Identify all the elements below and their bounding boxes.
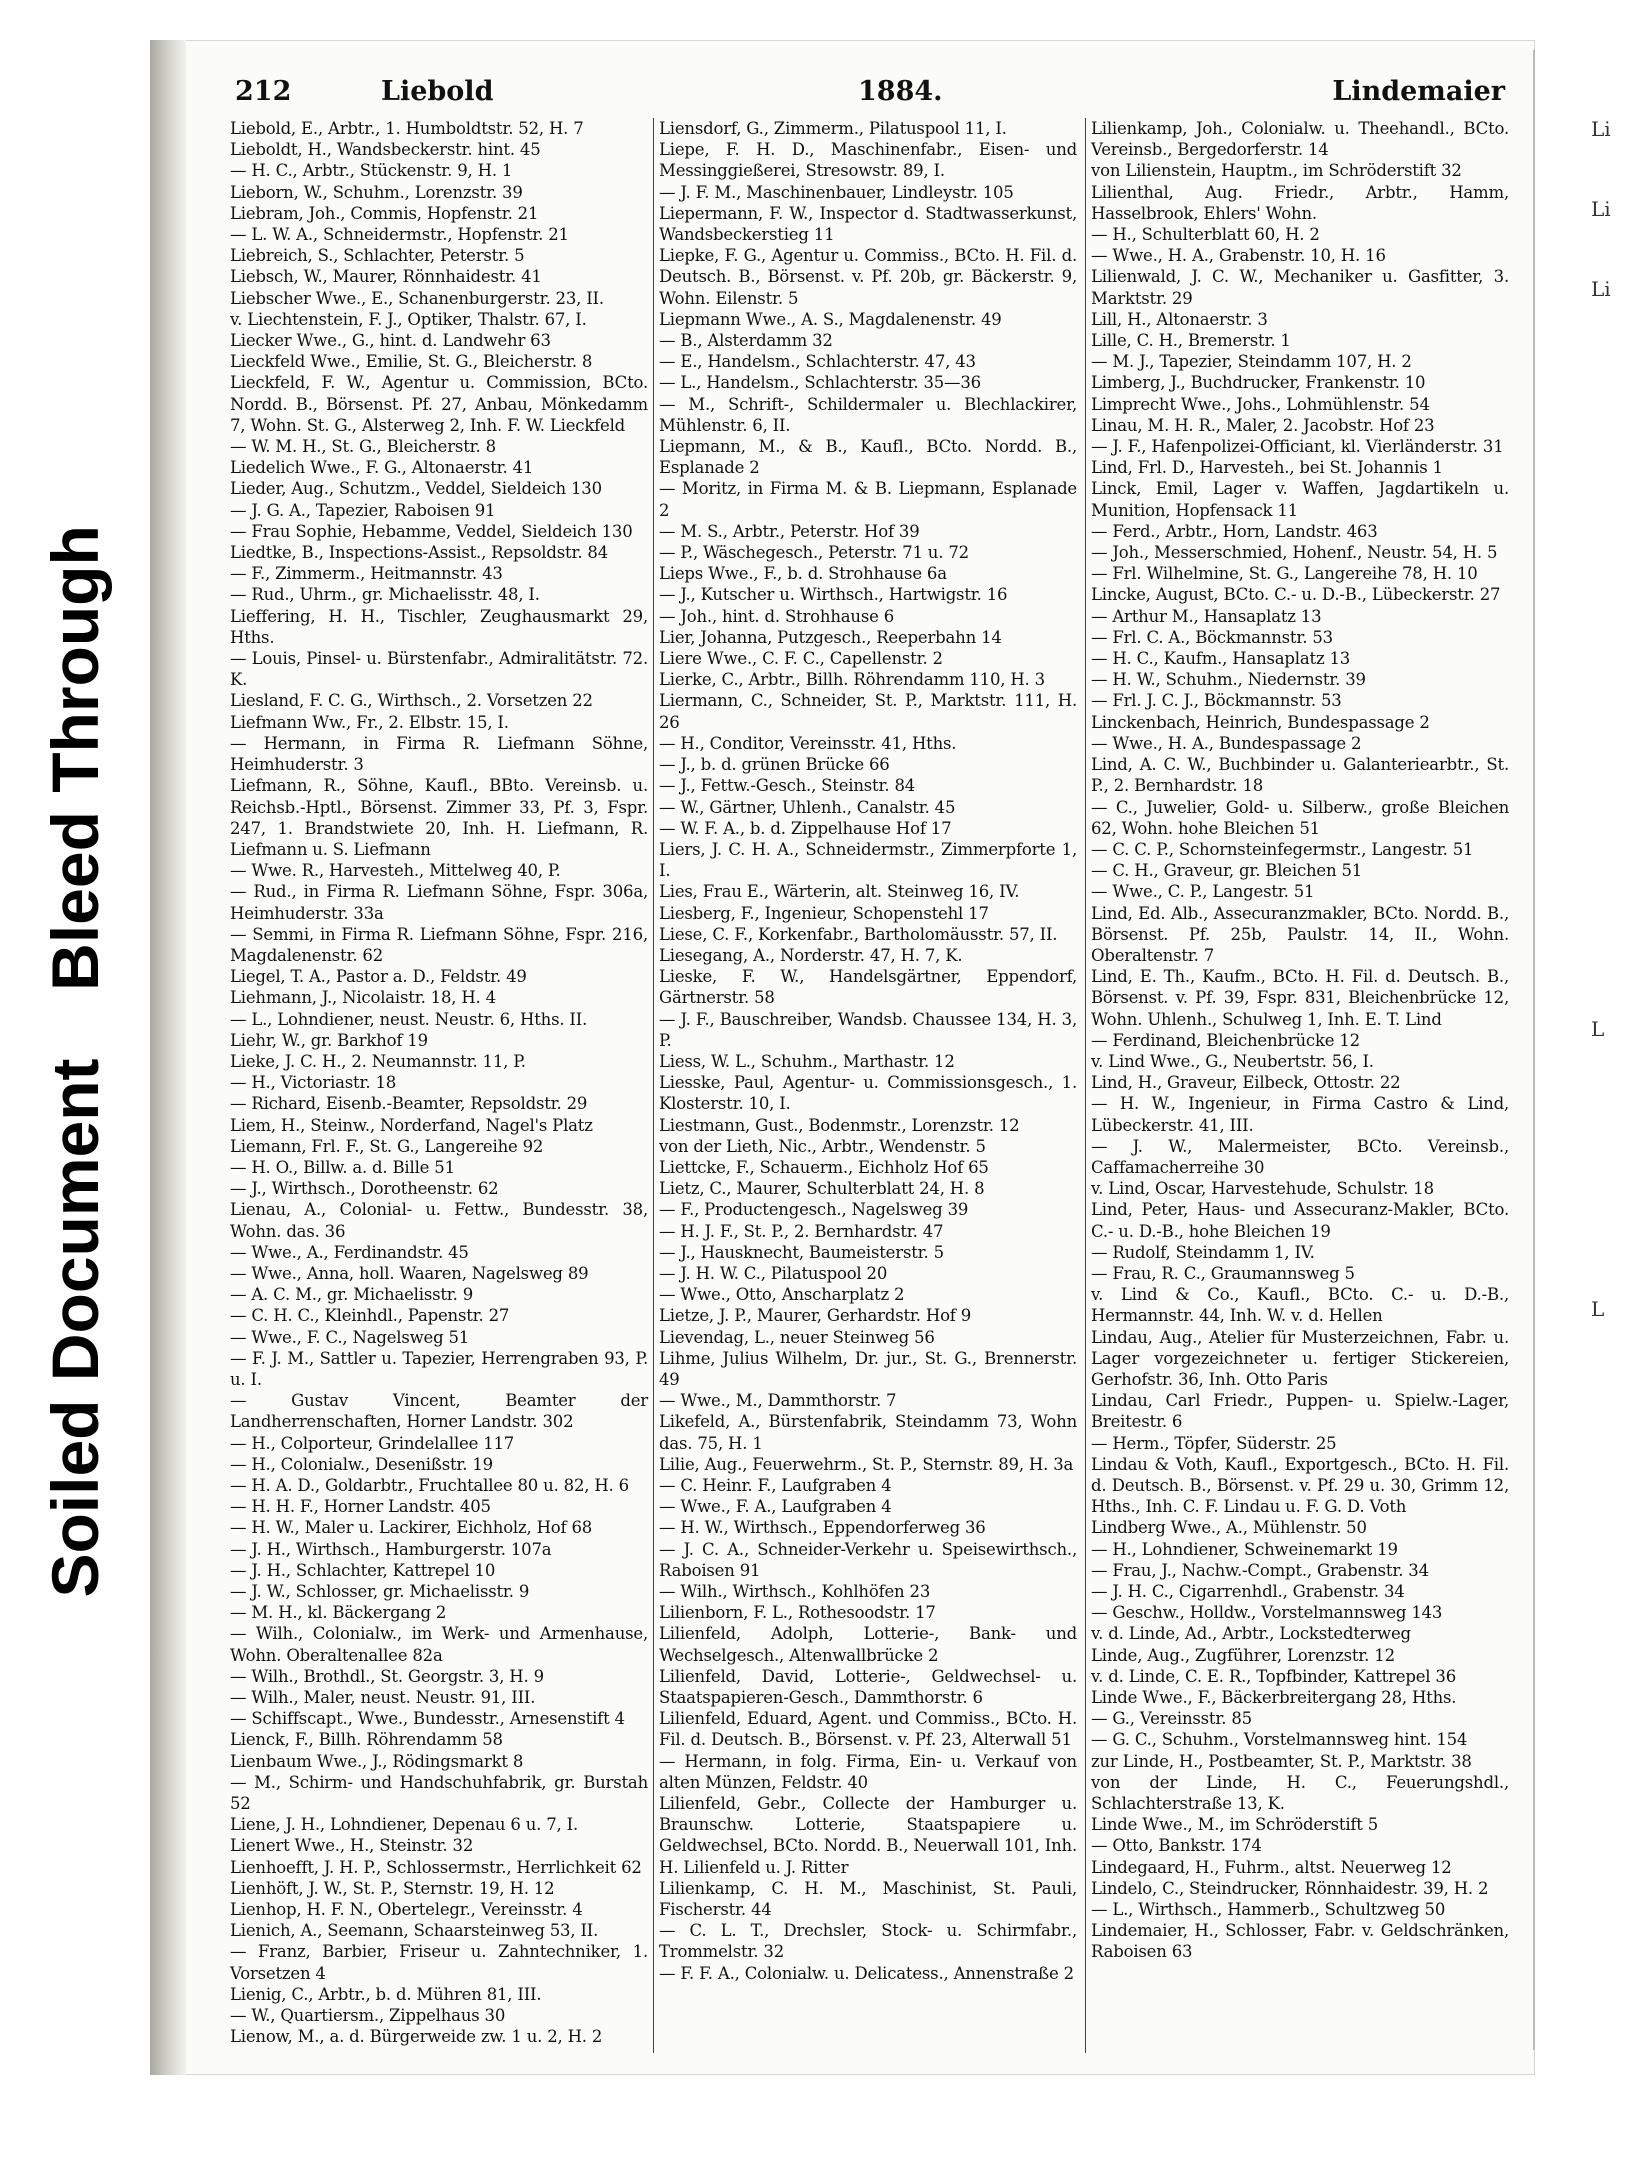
directory-entry: Lilienfeld, David, Lotterie-, Geldwechsel- u. Staatspapieren-Gesch., Dammthorstr. 6 [659, 1666, 1077, 1708]
header-right-keyword: Lindemaier [1332, 76, 1505, 107]
directory-entry: — C., Juwelier, Gold- u. Silberw., große Bleichen 62, Wohn. hohe Bleichen 51 [1091, 797, 1509, 838]
directory-entry: — H., Lohndiener, Schweinemarkt 19 [1091, 1539, 1398, 1559]
directory-entry: — Louis, Pinsel- u. Bürstenfabr., Admiralitätstr. 72. K. [230, 649, 648, 690]
directory-entry: Lilienfeld, Gebr., Collecte der Hamburger u. Braunschw. Lotterie, Staatspapiere u. Geldwechsel, BCto. Nordd. B., Neuerwall 101, Inh. H. Lilienfeld u. J. Ritter [659, 1794, 1077, 1877]
directory-entry: Lindau, Carl Friedr., Puppen- u. Spielw.-Lager, Breitestr. 6 [1091, 1391, 1509, 1432]
directory-entry: — M. S., Arbtr., Peterstr. Hof 39 [659, 521, 920, 541]
directory-entry: Liedelich Wwe., F. G., Altonaerstr. 41 [230, 458, 534, 478]
directory-entry: Linde Wwe., M., im Schröderstift 5 [1091, 1815, 1379, 1835]
directory-entry: Lind, Peter, Haus- und Assecuranz-Makler, BCto. C.- u. D.-B., hohe Bleichen 19 [1091, 1200, 1509, 1241]
directory-entry: — C. Heinr. F., Laufgraben 4 [659, 1476, 892, 1495]
directory-entry: — F. F. A., Colonialw. u. Delicatess., Annenstraße 2 [659, 1963, 1074, 1983]
directory-entry: — J., Hausknecht, Baumeisterstr. 5 [659, 1242, 944, 1262]
directory-entry: Lilienwald, J. C. W., Mechaniker u. Gasfitter, 3. Marktstr. 29 [1091, 267, 1509, 308]
directory-entry: — Geschw., Holldw., Vorstelmannsweg 143 [1091, 1603, 1443, 1623]
directory-entry: — A. C. M., gr. Michaelisstr. 9 [230, 1285, 474, 1305]
directory-entry: — G., Vereinsstr. 85 [1091, 1709, 1252, 1729]
column-divider [1085, 118, 1086, 2053]
directory-entry: Lieder, Aug., Schutzm., Veddel, Sieldeich 130 [230, 479, 602, 499]
directory-entry: — Frl. C. A., Böckmannstr. 53 [1091, 627, 1333, 647]
directory-entry: — J. H. W. C., Pilatuspool 20 [659, 1263, 888, 1283]
directory-entry: Linckenbach, Heinrich, Bundespassage 2 [1091, 712, 1430, 732]
directory-entry: — Wwe., F. A., Laufgraben 4 [659, 1497, 892, 1517]
directory-entry: — H., Colporteur, Grindelallee 117 [230, 1433, 515, 1453]
directory-entry: Lieps Wwe., F., b. d. Strohhause 6a [659, 564, 947, 584]
directory-entry: — J. H., Schlachter, Kattrepel 10 [230, 1560, 496, 1580]
directory-entry: — Wwe., Otto, Anscharplatz 2 [659, 1285, 905, 1305]
header-year: 1884. [858, 76, 943, 107]
directory-entry: Lindemaier, H., Schlosser, Fabr. v. Geldschränken, Raboisen 63 [1091, 1921, 1509, 1962]
directory-entry: Lindegaard, H., Fuhrm., altst. Neuerweg 12 [1091, 1857, 1452, 1877]
directory-entry: — Wwe., A., Ferdinandstr. 45 [230, 1242, 469, 1262]
page-header [235, 76, 1505, 120]
directory-entry: v. Liechtenstein, F. J., Optiker, Thalstr. 67, I. [230, 309, 587, 329]
directory-entry: Lihme, Julius Wilhelm, Dr. jur., St. G., Brennerstr. 49 [659, 1348, 1077, 1389]
directory-entry: Lilienkamp, Joh., Colonialw. u. Theehandl., BCto. Vereinsb., Bergedorferstr. 14 [1091, 119, 1509, 160]
directory-entry: v. Lind & Co., Kaufl., BCto. C.- u. D.-B., Hermannstr. 44, Inh. W. v. d. Hellen [1091, 1285, 1509, 1326]
column-right [1091, 118, 1509, 2053]
directory-entry: — Herm., Töpfer, Süderstr. 25 [1091, 1433, 1337, 1453]
directory-entry: Liermann, C., Schneider, St. P., Marktstr. 111, H. 26 [659, 691, 1077, 732]
column-divider [653, 118, 654, 2053]
directory-entry: — Joh., Messerschmied, Hohenf., Neustr. 54, H. 5 [1091, 543, 1498, 563]
directory-entry: — J., Wirthsch., Dorotheenstr. 62 [230, 1179, 499, 1199]
directory-entry: — H. C., Arbtr., Stückenstr. 9, H. 1 [230, 161, 513, 181]
directory-entry: Lierke, C., Arbtr., Billh. Röhrendamm 110, H. 3 [659, 670, 1045, 690]
directory-entry: Lienig, C., Arbtr., b. d. Mühren 81, III. [230, 1984, 542, 2004]
directory-entry: — Frau, R. C., Graumannsweg 5 [1091, 1263, 1355, 1283]
directory-entry: Linau, M. H. R., Maler, 2. Jacobstr. Hof 23 [1091, 415, 1435, 435]
directory-entry: von der Linde, H. C., Feuerungshdl., Schlachterstraße 13, K. [1091, 1772, 1509, 1814]
directory-entry: v. d. Linde, C. E. R., Topfbinder, Kattrepel 36 [1091, 1666, 1457, 1686]
directory-entry: — J. C. A., Schneider-Verkehr u. Speisewirthsch., Raboisen 91 [659, 1539, 1077, 1580]
directory-entry: Lienhoefft, J. H. P., Schlossermstr., Herrlichkeit 62 [230, 1857, 642, 1877]
directory-entry: — Frl. Wilhelmine, St. G., Langereihe 78, H. 10 [1091, 564, 1478, 584]
directory-entry: — H. H. F., Horner Landstr. 405 [230, 1497, 491, 1517]
directory-entry: v. d. Linde, Ad., Arbtr., Lockstedterweg [1091, 1624, 1411, 1644]
directory-entry: Liettcke, F., Schauerm., Eichholz Hof 65 [659, 1157, 989, 1177]
directory-entry: — C. H., Graveur, gr. Bleichen 51 [1091, 861, 1363, 881]
page-number: 212 [235, 76, 292, 107]
directory-entry: — W., Quartiersm., Zippelhaus 30 [230, 2006, 506, 2026]
directory-entry: von der Lieth, Nic., Arbtr., Wendenstr. 5 [659, 1136, 986, 1156]
directory-page [150, 40, 1611, 2075]
directory-entry: Lienhop, H. F. N., Obertelegr., Vereinsstr. 4 [230, 1900, 583, 1920]
directory-entry: — J. F., Hafenpolizei-Officiant, kl. Vierländerstr. 31 [1091, 437, 1504, 457]
directory-entry: Lieffering, H. H., Tischler, Zeughausmarkt 29, Hths. [230, 606, 648, 647]
directory-entry: von Lilienstein, Hauptm., im Schröderstift 32 [1091, 161, 1462, 181]
directory-entry: — H. W., Schuhm., Niedernstr. 39 [1091, 670, 1366, 690]
directory-entry: Liehr, W., gr. Barkhof 19 [230, 1030, 428, 1050]
directory-entry: Liere Wwe., C. F. C., Capellenstr. 2 [659, 649, 943, 669]
directory-entry: — Rud., Uhrm., gr. Michaelisstr. 48, I. [230, 585, 540, 605]
directory-entry: — L., Wirthsch., Hammerb., Schultzweg 50 [1091, 1900, 1446, 1920]
directory-entry: — H. W., Maler u. Lackirer, Eichholz, Hof 68 [230, 1518, 593, 1538]
directory-entry: — C. H. C., Kleinhdl., Papenstr. 27 [230, 1306, 510, 1326]
directory-entry: — Wwe., M., Dammthorstr. 7 [659, 1391, 897, 1411]
directory-entry: Lind, Frl. D., Harvesteh., bei St. Johannis 1 [1091, 458, 1443, 478]
directory-entry: Linde Wwe., F., Bäckerbreitergang 28, Hths. [1091, 1688, 1457, 1708]
directory-entry: — Wwe., F. C., Nagelsweg 51 [230, 1327, 470, 1347]
directory-entry: Linck, Emil, Lager v. Waffen, Jagdartikeln u. Munition, Hopfensack 11 [1091, 479, 1509, 520]
directory-entry: — W., Gärtner, Uhlenh., Canalstr. 45 [659, 797, 956, 817]
edge-letter: Li [1591, 277, 1611, 301]
directory-entry: Liesberg, F., Ingenieur, Schopenstehl 17 [659, 903, 989, 923]
directory-entry: Lind, E. Th., Kaufm., BCto. H. Fil. d. Deutsch. B., Börsenst. v. Pf. 39, Fspr. 831, Bleichenbrücke 12, Wohn. Uhlenh., Schulweg 1, Inh. E. T. Lind [1091, 967, 1509, 1029]
directory-entry: Lilienthal, Aug. Friedr., Arbtr., Hamm, Hasselbrook, Ehlers' Wohn. [1091, 182, 1509, 223]
directory-entry: — L., Handelsm., Schlachterstr. 35—36 [659, 373, 981, 393]
directory-entry: — H. W., Wirthsch., Eppendorferweg 36 [659, 1518, 986, 1538]
directory-entry: — Ferdinand, Bleichenbrücke 12 [1091, 1030, 1360, 1050]
directory-entry: — H. O., Billw. a. d. Bille 51 [230, 1157, 455, 1177]
directory-entry: — J. W., Malermeister, BCto. Vereinsb., Caffamacherreihe 30 [1091, 1136, 1509, 1177]
directory-entry: Lienhöft, J. W., St. P., Sternstr. 19, H. 12 [230, 1878, 555, 1898]
directory-entry: — J. F. M., Maschinenbauer, Lindleystr. 105 [659, 182, 1014, 202]
directory-entry: — J. F., Bauschreiber, Wandsb. Chaussee 134, H. 3, P. [659, 1009, 1077, 1050]
directory-entry: Liefmann, R., Söhne, Kaufl., BBto. Vereinsb. u. Reichsb.-Hptl., Börsenst. Zimmer 33, Pf. 3, Fspr. 247, 1. Brandstwiete 20, Inh. H. Liefmann, R. Liefmann u. S. Liefmann [230, 776, 648, 859]
directory-entry: — Rudolf, Steindamm 1, IV. [1091, 1242, 1315, 1262]
directory-entry: Liefmann Ww., Fr., 2. Elbstr. 15, I. [230, 712, 509, 732]
directory-entry: — F. J. M., Sattler u. Tapezier, Herrengraben 93, P. u. I. [230, 1348, 648, 1389]
column-middle [659, 118, 1077, 2053]
directory-entry: Liebsch, W., Maurer, Rönnhaidestr. 41 [230, 267, 542, 287]
directory-columns [230, 118, 1512, 2053]
directory-entry: Liehmann, J., Nicolaistr. 18, H. 4 [230, 988, 496, 1008]
directory-entry: Lietz, C., Maurer, Schulterblatt 24, H. 8 [659, 1179, 985, 1199]
directory-entry: Liebold, E., Arbtr., 1. Humboldtstr. 52, H. 7 [230, 119, 584, 138]
directory-entry: — J., Kutscher u. Wirthsch., Hartwigstr. 16 [659, 585, 1008, 605]
directory-entry: Lieke, J. C. H., 2. Neumannstr. 11, P. [230, 1051, 526, 1071]
directory-entry: Liesske, Paul, Agentur- u. Commissionsgesch., 1. Klosterstr. 10, I. [659, 1073, 1077, 1114]
edge-letter: Li [1591, 117, 1611, 141]
directory-entry: — H. J. F., St. P., 2. Bernhardstr. 47 [659, 1221, 944, 1241]
directory-entry: — Semmi, in Firma R. Liefmann Söhne, Fspr. 216, Magdalenenstr. 62 [230, 924, 648, 965]
directory-entry: — F., Zimmerm., Heitmannstr. 43 [230, 564, 503, 584]
directory-entry: — M. H., kl. Bäckergang 2 [230, 1603, 447, 1623]
directory-entry: — Wilh., Colonialw., im Werk- und Armenhause, Wohn. Oberaltenallee 82a [230, 1624, 648, 1665]
directory-entry: Liecker Wwe., G., hint. d. Landwehr 63 [230, 331, 551, 351]
directory-entry: Liebram, Joh., Commis, Hopfenstr. 21 [230, 203, 539, 223]
directory-entry: — W. M. H., St. G., Bleicherstr. 8 [230, 437, 496, 457]
directory-entry: — Wwe. R., Harvesteh., Mittelweg 40, P. [230, 861, 561, 881]
directory-entry: — Wwe., H. A., Grabenstr. 10, H. 16 [1091, 246, 1386, 266]
directory-entry: Liestmann, Gust., Bodenmstr., Lorenzstr. 12 [659, 1115, 1020, 1135]
directory-entry: — Frl. J. C. J., Böckmannstr. 53 [1091, 691, 1342, 711]
directory-entry: Likefeld, A., Bürstenfabrik, Steindamm 73, Wohn das. 75, H. 1 [659, 1412, 1077, 1453]
directory-entry: Lilie, Aug., Feuerwehrm., St. P., Sternstr. 89, H. 3a [659, 1454, 1074, 1474]
directory-entry: Lieckfeld, F. W., Agentur u. Commission, BCto. Nordd. B., Börsenst. Pf. 27, Anbau, Mönkedamm 7, Wohn. St. G., Alsterweg 2, Inh. F. W. Lieckfeld [230, 373, 648, 435]
directory-entry: Lindau & Voth, Kaufl., Exportgesch., BCto. H. Fil. d. Deutsch. B., Börsenst. v. Pf. 29 u. 30, Grimm 12, Hths., Inh. C. F. Lindau u. F. G. D. Voth [1091, 1454, 1509, 1517]
directory-entry: Lind, A. C. W., Buchbinder u. Galanteriearbtr., St. P., 2. Bernhardstr. 18 [1091, 755, 1509, 796]
directory-entry: — H., Colonialw., Desenißstr. 19 [230, 1454, 493, 1474]
directory-entry: Liepmann, M., & B., Kaufl., BCto. Nordd. B., Esplanade 2 [659, 437, 1077, 478]
directory-entry: — Wilh., Maler, neust. Neustr. 91, III. [230, 1688, 536, 1708]
directory-entry: Lilienfeld, Eduard, Agent. und Commiss., BCto. H. Fil. d. Deutsch. B., Börsenst. v. Pf. 23, Alterwall 51 [659, 1709, 1077, 1750]
archival-stamp [0, 150, 150, 1598]
directory-entry: Lies, Frau E., Wärterin, alt. Steinweg 16, IV. [659, 882, 1020, 902]
directory-entry: Liem, H., Steinw., Norderfand, Nagel's Platz [230, 1115, 593, 1135]
directory-entry: Liedtke, B., Inspections-Assist., Repsoldstr. 84 [230, 543, 609, 563]
directory-entry: Lind, H., Graveur, Eilbeck, Ottostr. 22 [1091, 1073, 1401, 1093]
directory-entry: Liesegang, A., Norderstr. 47, H. 7, K. [659, 945, 963, 965]
directory-entry: — G. C., Schuhm., Vorstelmannsweg hint. 154 [1091, 1730, 1468, 1750]
directory-entry: Lindberg Wwe., A., Mühlenstr. 50 [1091, 1518, 1367, 1538]
edge-letter: Li [1591, 197, 1611, 221]
directory-entry: Linde, Aug., Zugführer, Lorenzstr. 12 [1091, 1645, 1395, 1665]
directory-entry: Lienow, M., a. d. Bürgerweide zw. 1 u. 2, H. 2 [230, 2027, 603, 2047]
directory-entry: — B., Alsterdamm 32 [659, 331, 833, 351]
directory-entry: Lilienkamp, C. H. M., Maschinist, St. Pauli, Fischerstr. 44 [659, 1878, 1077, 1920]
header-left-keyword: Liebold [381, 76, 494, 107]
directory-entry: Lilienfeld, Adolph, Lotterie-, Bank- und Wechselgesch., Altenwallbrücke 2 [659, 1624, 1077, 1665]
directory-entry: Lindelo, C., Steindrucker, Rönnhaidestr. 39, H. 2 [1091, 1878, 1489, 1898]
directory-entry: — J. G. A., Tapezier, Raboisen 91 [230, 500, 496, 520]
directory-entry: Liers, J. C. H. A., Schneidermstr., Zimmerpforte 1, I. [659, 839, 1077, 881]
directory-entry: Limberg, J., Buchdrucker, Frankenstr. 10 [1091, 373, 1426, 393]
edge-letter: L [1591, 1017, 1605, 1041]
directory-entry: — Wwe., Anna, holl. Waaren, Nagelsweg 89 [230, 1263, 589, 1283]
directory-entry: — Richard, Eisenb.-Beamter, Repsoldstr. 29 [230, 1094, 588, 1114]
directory-entry: — Wilh., Brothdl., St. Georgstr. 3, H. 9 [230, 1666, 544, 1686]
directory-entry: Liebscher Wwe., E., Schanenburgerstr. 23, II. [230, 288, 604, 308]
directory-entry: — Frau, J., Nachw.-Compt., Grabenstr. 34 [1091, 1560, 1429, 1580]
directory-entry: — M., Schirm- und Handschuhfabrik, gr. Burstah 52 [230, 1772, 648, 1814]
edge-letter: L [1591, 1297, 1605, 1321]
directory-entry: Liepmann Wwe., A. S., Magdalenenstr. 49 [659, 309, 1002, 329]
directory-entry: — J. H. C., Cigarrenhdl., Grabenstr. 34 [1091, 1582, 1405, 1602]
directory-entry: — H. W., Ingenieur, in Firma Castro & Lind, Lübeckerstr. 41, III. [1091, 1094, 1509, 1135]
directory-entry: Lienbaum Wwe., J., Rödingsmarkt 8 [230, 1751, 524, 1771]
directory-entry: Liemann, Frl. F., St. G., Langereihe 92 [230, 1136, 544, 1156]
directory-entry: Lindau, Aug., Atelier für Musterzeichnen, Fabr. u. Lager vorgezeichneter u. fertiger Stickereien, Gerhofstr. 36, Inh. Otto Paris [1091, 1327, 1509, 1389]
directory-entry: — C. L. T., Drechsler, Stock- u. Schirmfabr., Trommelstr. 32 [659, 1921, 1077, 1962]
directory-entry: — Arthur M., Hansaplatz 13 [1091, 606, 1322, 626]
directory-entry: Lietze, J. P., Maurer, Gerhardstr. Hof 9 [659, 1306, 972, 1326]
directory-entry: Liegel, T. A., Pastor a. D., Feldstr. 49 [230, 967, 527, 987]
column-left [230, 118, 648, 2053]
directory-entry: Liess, W. L., Schuhm., Marthastr. 12 [659, 1051, 955, 1071]
directory-entry: Lille, C. H., Bremerstr. 1 [1091, 331, 1291, 351]
directory-entry: Liesland, F. C. G., Wirthsch., 2. Vorsetzen 22 [230, 691, 593, 711]
directory-entry: Lienert Wwe., H., Steinstr. 32 [230, 1836, 474, 1856]
directory-entry: Liepke, F. G., Agentur u. Commiss., BCto. H. Fil. d. Deutsch. B., Börsenst. v. Pf. 20b, gr. Bäckerstr. 9, Wohn. Eilenstr. 5 [659, 246, 1077, 308]
next-page-edge [1533, 50, 1625, 2050]
directory-entry: — J. W., Schlosser, gr. Michaelisstr. 9 [230, 1582, 530, 1602]
directory-entry: zur Linde, H., Postbeamter, St. P., Marktstr. 38 [1091, 1751, 1472, 1771]
directory-entry: Lind, Ed. Alb., Assecuranzmakler, BCto. Nordd. B., Börsenst. Pf. 25b, Paulstr. 14, II., Wohn. Oberaltenstr. 7 [1091, 903, 1509, 965]
directory-entry: — H., Victoriastr. 18 [230, 1073, 397, 1093]
directory-entry: — Moritz, in Firma M. & B. Liepmann, Esplanade 2 [659, 479, 1077, 520]
directory-entry: — M., Schrift-, Schildermaler u. Blechlackirer, Mühlenstr. 6, II. [659, 394, 1077, 435]
directory-entry: Liensdorf, G., Zimmerm., Pilatuspool 11, I. [659, 119, 1007, 138]
directory-entry: Liepermann, F. W., Inspector d. Stadtwasserkunst, Wandsbeckerstieg 11 [659, 203, 1077, 245]
directory-entry: — L. W. A., Schneidermstr., Hopfenstr. 21 [230, 225, 569, 245]
directory-entry: — J., b. d. grünen Brücke 66 [659, 755, 890, 775]
directory-entry: Lievendag, L., neuer Steinweg 56 [659, 1327, 935, 1347]
directory-entry: Limprecht Wwe., Johs., Lohmühlenstr. 54 [1091, 394, 1430, 414]
directory-entry: — H. A. D., Goldarbtr., Fruchtallee 80 u. 82, H. 6 [230, 1476, 629, 1495]
directory-entry: — F., Productengesch., Nagelsweg 39 [659, 1200, 969, 1220]
directory-entry: — Schiffscapt., Wwe., Bundesstr., Arnesenstift 4 [230, 1709, 625, 1729]
directory-entry: v. Lind, Oscar, Harvestehude, Schulstr. 18 [1091, 1179, 1434, 1199]
directory-entry: Liepe, F. H. D., Maschinenfabr., Eisen- und Messinggießerei, Stresowstr. 89, I. [659, 140, 1077, 181]
directory-entry: — H., Conditor, Vereinsstr. 41, Hths. [659, 733, 957, 753]
directory-entry: Lier, Johanna, Putzgesch., Reeperbahn 14 [659, 627, 1002, 647]
directory-entry: — M. J., Tapezier, Steindamm 107, H. 2 [1091, 352, 1412, 372]
directory-entry: Liebreich, S., Schlachter, Peterstr. 5 [230, 246, 525, 266]
directory-entry: — H. C., Kaufm., Hansaplatz 13 [1091, 649, 1351, 669]
stamp-bleed-through: Bleed Through [38, 525, 112, 991]
directory-entry: — Rud., in Firma R. Liefmann Söhne, Fspr. 306a, Heimhuderstr. 33a [230, 882, 648, 923]
directory-entry: Lienich, A., Seemann, Schaarsteinweg 53, II. [230, 1921, 599, 1941]
directory-entry: — W. F. A., b. d. Zippelhause Hof 17 [659, 818, 952, 838]
directory-entry: v. Lind Wwe., G., Neubertstr. 56, I. [1091, 1051, 1374, 1071]
directory-entry: Lienck, F., Billh. Röhrendamm 58 [230, 1730, 503, 1750]
directory-entry: — Frau Sophie, Hebamme, Veddel, Sieldeich 130 [230, 521, 633, 541]
stamp-soiled-document: Soiled Document [38, 1058, 112, 1598]
directory-entry: — Otto, Bankstr. 174 [1091, 1836, 1262, 1856]
directory-entry: — Hermann, in Firma R. Liefmann Söhne, Heimhuderstr. 3 [230, 733, 648, 775]
directory-entry: — Joh., hint. d. Strohhause 6 [659, 606, 895, 626]
directory-entry: — Ferd., Arbtr., Horn, Landstr. 463 [1091, 521, 1378, 541]
directory-entry: — J. H., Wirthsch., Hamburgerstr. 107a [230, 1539, 552, 1559]
directory-entry: — J., Fettw.-Gesch., Steinstr. 84 [659, 776, 916, 796]
directory-entry: Lieborn, W., Schuhm., Lorenzstr. 39 [230, 182, 523, 202]
directory-entry: Lieckfeld Wwe., Emilie, St. G., Bleicherstr. 8 [230, 352, 593, 372]
directory-entry: — E., Handelsm., Schlachterstr. 47, 43 [659, 352, 976, 372]
directory-entry: — L., Lohndiener, neust. Neustr. 6, Hths. II. [230, 1009, 588, 1029]
directory-entry: — Wilh., Wirthsch., Kohlhöfen 23 [659, 1582, 931, 1602]
directory-entry: Liene, J. H., Lohndiener, Depenau 6 u. 7, I. [230, 1815, 578, 1835]
directory-entry: Lilienborn, F. L., Rothesoodstr. 17 [659, 1603, 936, 1623]
directory-entry: Lincke, August, BCto. C.- u. D.-B., Lübeckerstr. 27 [1091, 585, 1501, 605]
directory-entry: Lieboldt, H., Wandsbeckerstr. hint. 45 [230, 140, 541, 160]
directory-entry: — Franz, Barbier, Friseur u. Zahntechniker, 1. Vorsetzen 4 [230, 1942, 648, 1983]
directory-entry: — C. C. P., Schornsteinfegermstr., Langestr. 51 [1091, 839, 1474, 859]
directory-entry: Lill, H., Altonaerstr. 3 [1091, 309, 1268, 329]
directory-entry: — P., Wäschegesch., Peterstr. 71 u. 72 [659, 543, 969, 563]
binding-gutter [150, 40, 186, 2075]
directory-entry: — H., Schulterblatt 60, H. 2 [1091, 225, 1320, 245]
directory-entry: — Hermann, in folg. Firma, Ein- u. Verkauf von alten Münzen, Feldstr. 40 [659, 1751, 1077, 1792]
directory-entry: — Wwe., C. P., Langestr. 51 [1091, 882, 1315, 902]
directory-entry: Liese, C. F., Korkenfabr., Bartholomäusstr. 57, II. [659, 924, 1058, 944]
directory-entry: — Gustav Vincent, Beamter der Landherrenschaften, Horner Landstr. 302 [230, 1391, 648, 1432]
directory-entry: — Wwe., H. A., Bundespassage 2 [1091, 733, 1362, 753]
directory-entry: Lieske, F. W., Handelsgärtner, Eppendorf, Gärtnerstr. 58 [659, 967, 1077, 1008]
directory-entry: Lienau, A., Colonial- u. Fettw., Bundesstr. 38, Wohn. das. 36 [230, 1200, 648, 1241]
